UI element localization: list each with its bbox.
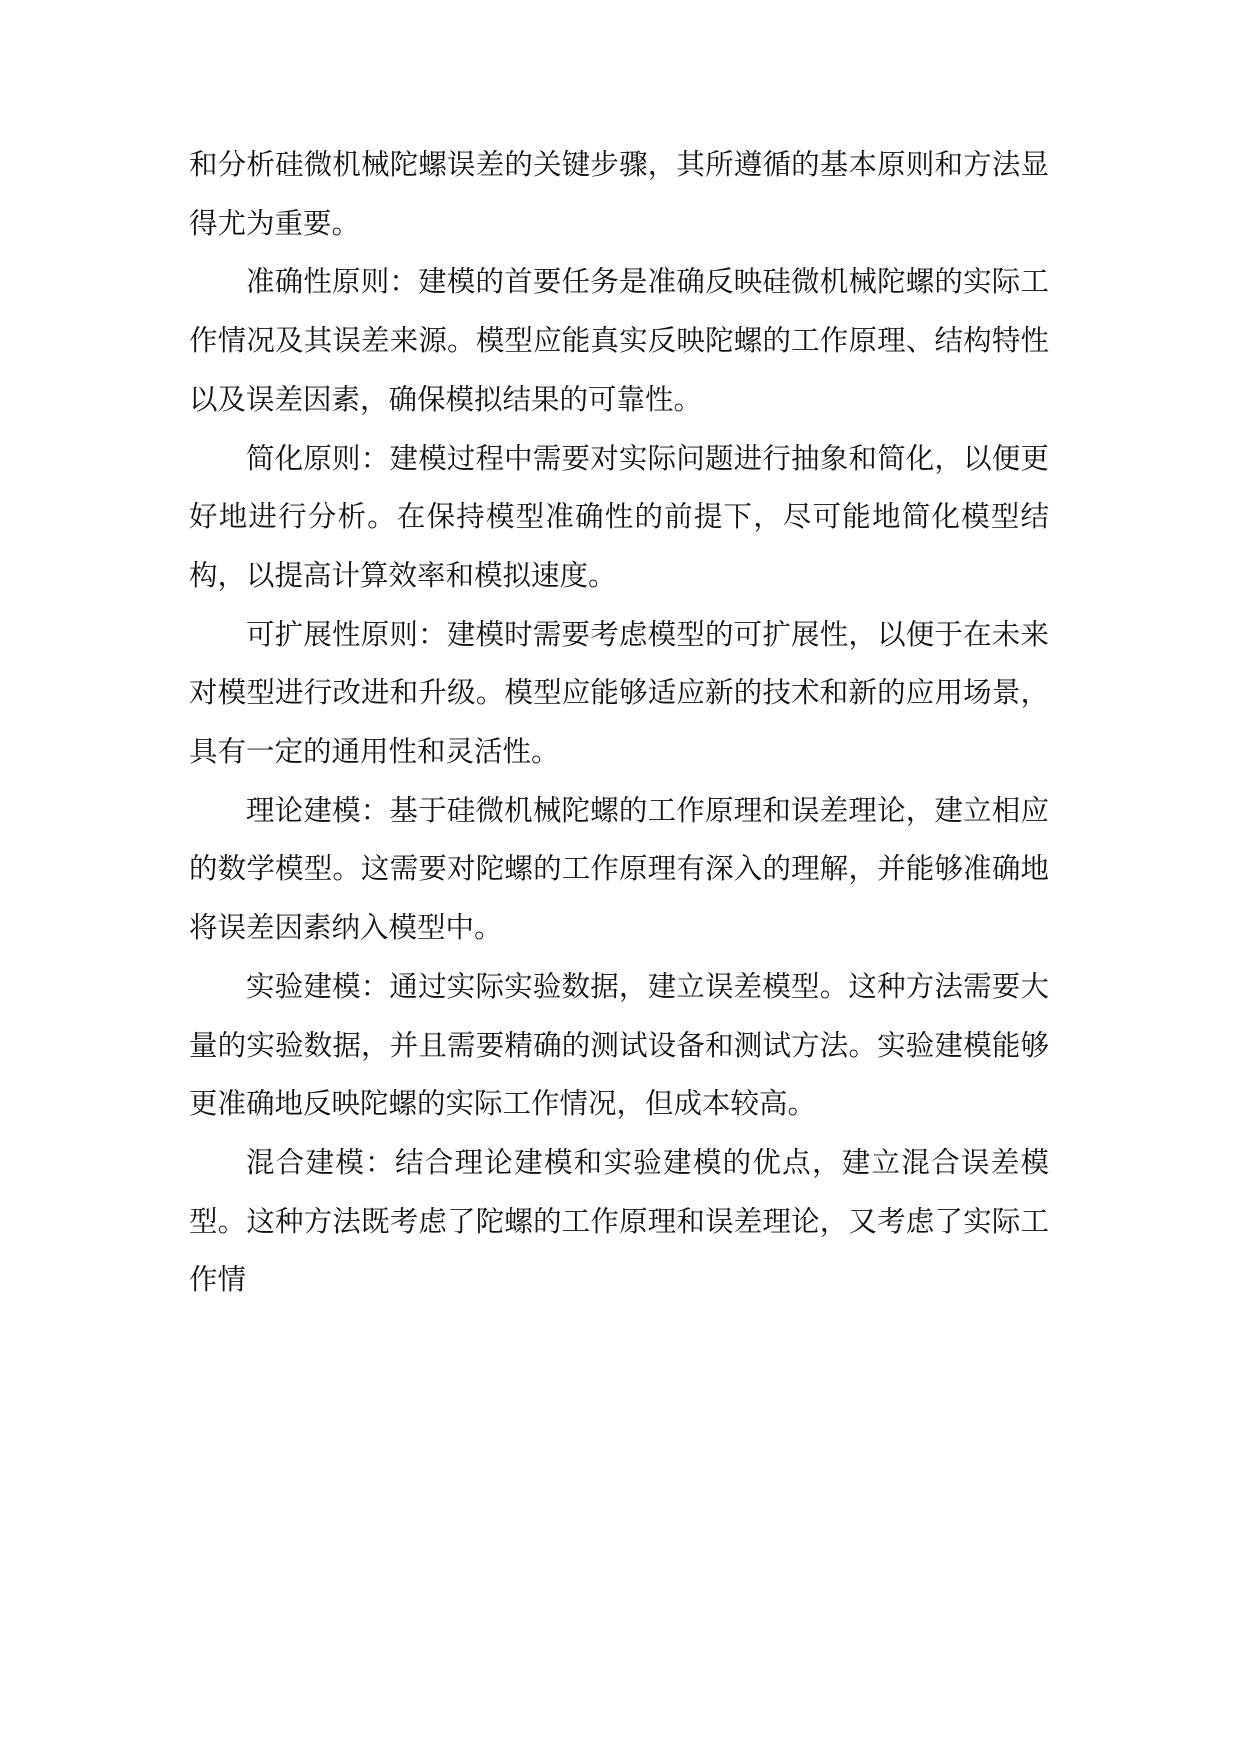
paragraph-simplification-principle: 简化原则：建模过程中需要对实际问题进行抽象和简化，以便更好地进行分析。在保持模型准确性的前提下，尽可能地简化模型结构，以提高计算效率和模拟速度。 [189, 441, 1049, 592]
paragraph-hybrid-modeling: 混合建模：结合理论建模和实验建模的优点，建立混合误差模型。这种方法既考虑了陀螺的工作原理和误差理论，又考虑了实际工作情 [189, 1145, 1049, 1297]
paragraph-accuracy-principle: 准确性原则：建模的首要任务是准确反映硅微机械陀螺的实际工作情况及其误差来源。模型应能真实反映陀螺的工作原理、结构特性以及误差因素，确保模拟结果的可靠性。 [189, 265, 1049, 416]
paragraph-continuation: 和分析硅微机械陀螺误差的关键步骤，其所遵循的基本原则和方法显得尤为重要。 [189, 148, 1049, 240]
document-body [189, 136, 1049, 1310]
paragraph-extensibility-principle: 可扩展性原则：建模时需要考虑模型的可扩展性，以便于在未来对模型进行改进和升级。模型应能够适应新的技术和新的应用场景，具有一定的通用性和灵活性。 [189, 617, 1049, 769]
paragraph-experimental-modeling: 实验建模：通过实际实验数据，建立误差模型。这种方法需要大量的实验数据，并且需要精确的测试设备和测试方法。实验建模能够更准确地反映陀螺的实际工作情况，但成本较高。 [189, 969, 1049, 1121]
paragraph-theoretical-modeling: 理论建模：基于硅微机械陀螺的工作原理和误差理论，建立相应的数学模型。这需要对陀螺的工作原理有深入的理解，并能够准确地将误差因素纳入模型中。 [189, 793, 1049, 945]
